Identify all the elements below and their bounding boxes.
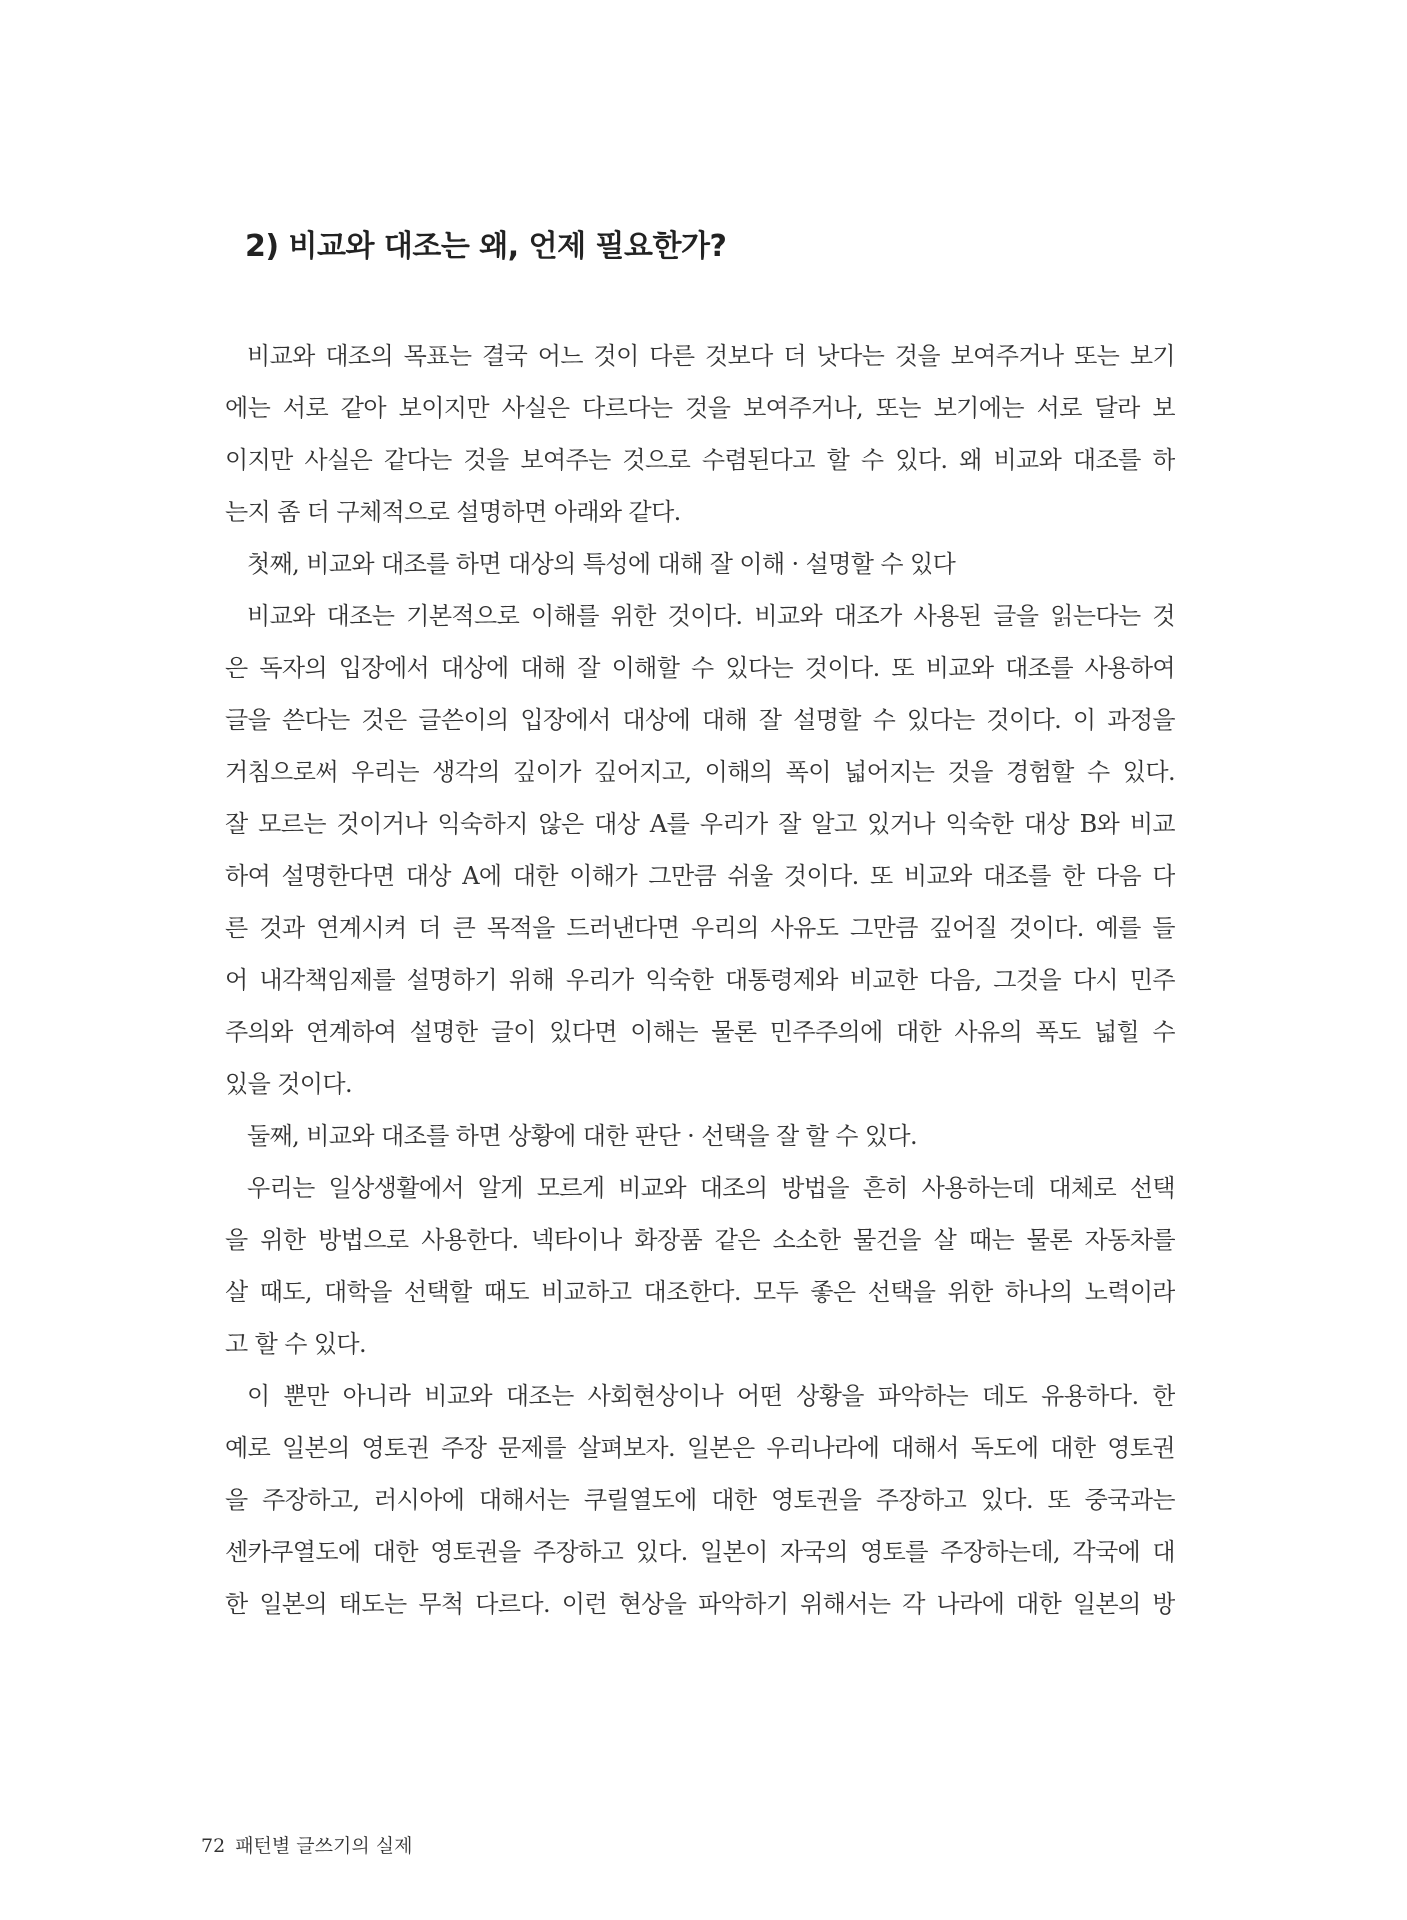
text-line: 잘 모르는 것이거나 익숙하지 않은 대상 A를 우리가 잘 알고 있거나 익숙한 대상 B와 비교 xyxy=(225,810,1175,838)
text-line: 른 것과 연계시켜 더 큰 목적을 드러낸다면 우리의 사유도 그만큼 깊어질 것이다. 예를 들 xyxy=(225,914,1175,942)
text-line: 거침으로써 우리는 생각의 깊이가 깊어지고, 이해의 폭이 넓어지는 것을 경험할 수 있다. xyxy=(225,758,1175,786)
text-line: 둘째, 비교와 대조를 하면 상황에 대한 판단 · 선택을 잘 할 수 있다. xyxy=(247,1122,918,1150)
text-line: 있을 것이다. xyxy=(225,1070,352,1098)
section-heading: 2) 비교와 대조는 왜, 언제 필요한가? xyxy=(245,229,727,264)
text-line: 고 할 수 있다. xyxy=(225,1330,367,1358)
text-line: 에는 서로 같아 보이지만 사실은 다르다는 것을 보여주거나, 또는 보기에는 서로 달라 보 xyxy=(225,394,1175,422)
text-line: 는지 좀 더 구체적으로 설명하면 아래와 같다. xyxy=(225,498,681,526)
page-footer xyxy=(201,1834,412,1859)
text-line: 한 일본의 태도는 무척 다르다. 이런 현상을 파악하기 위해서는 각 나라에 대한 일본의 방 xyxy=(225,1590,1175,1618)
text-line: 을 주장하고, 러시아에 대해서는 쿠릴열도에 대한 영토권을 주장하고 있다. 또 중국과는 xyxy=(225,1486,1175,1514)
text-line: 예로 일본의 영토권 주장 문제를 살펴보자. 일본은 우리나라에 대해서 독도에 대한 영토권 xyxy=(225,1434,1175,1462)
text-line: 하여 설명한다면 대상 A에 대한 이해가 그만큼 쉬울 것이다. 또 비교와 대조를 한 다음 다 xyxy=(225,862,1175,890)
page-number: 72 xyxy=(201,1835,226,1857)
book-title: 패턴별 글쓰기의 실제 xyxy=(235,1835,413,1857)
text-line: 주의와 연계하여 설명한 글이 있다면 이해는 물론 민주주의에 대한 사유의 폭도 넓힐 수 xyxy=(225,1018,1175,1046)
text-line: 센카쿠열도에 대한 영토권을 주장하고 있다. 일본이 자국의 영토를 주장하는데, 각국에 대 xyxy=(225,1538,1175,1566)
text-line: 비교와 대조는 기본적으로 이해를 위한 것이다. 비교와 대조가 사용된 글을 읽는다는 것 xyxy=(247,602,1175,630)
text-line: 은 독자의 입장에서 대상에 대해 잘 이해할 수 있다는 것이다. 또 비교와 대조를 사용하여 xyxy=(225,654,1175,682)
body-text xyxy=(225,330,1175,1630)
text-line: 이 뿐만 아니라 비교와 대조는 사회현상이나 어떤 상황을 파악하는 데도 유용하다. 한 xyxy=(247,1382,1175,1410)
text-line: 을 위한 방법으로 사용한다. 넥타이나 화장품 같은 소소한 물건을 살 때는 물론 자동차를 xyxy=(225,1226,1175,1254)
text-line: 살 때도, 대학을 선택할 때도 비교하고 대조한다. 모두 좋은 선택을 위한 하나의 노력이라 xyxy=(225,1278,1175,1306)
text-line: 첫째, 비교와 대조를 하면 대상의 특성에 대해 잘 이해 · 설명할 수 있다 xyxy=(247,550,956,578)
text-line: 이지만 사실은 같다는 것을 보여주는 것으로 수렴된다고 할 수 있다. 왜 비교와 대조를 하 xyxy=(225,446,1175,474)
text-line: 어 내각책임제를 설명하기 위해 우리가 익숙한 대통령제와 비교한 다음, 그것을 다시 민주 xyxy=(225,966,1175,994)
text-line: 우리는 일상생활에서 알게 모르게 비교와 대조의 방법을 흔히 사용하는데 대체로 선택 xyxy=(247,1174,1175,1202)
text-line: 글을 쓴다는 것은 글쓴이의 입장에서 대상에 대해 잘 설명할 수 있다는 것이다. 이 과정을 xyxy=(225,706,1175,734)
text-line: 비교와 대조의 목표는 결국 어느 것이 다른 것보다 더 낫다는 것을 보여주거나 또는 보기 xyxy=(247,342,1175,370)
